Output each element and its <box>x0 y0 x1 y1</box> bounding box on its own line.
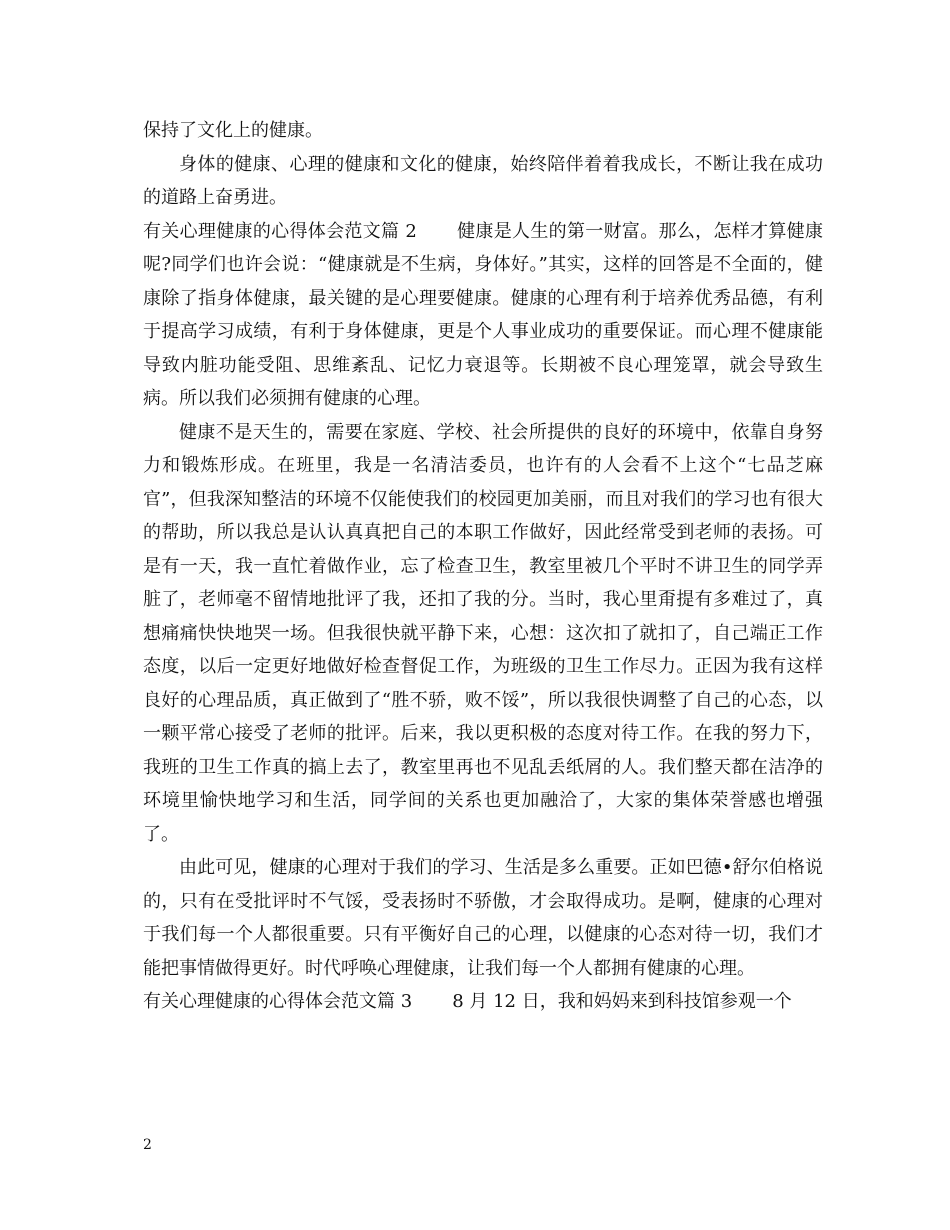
paragraph-4: 健康不是天生的，需要在家庭、学校、社会所提供的良好的环境中，依靠自身努力和锻炼形成。在班里，我是一名清洁委员，也许有的人会看不上这个“七品芝麻官”，但我深知整洁的环境不仅能使我们的校园更加美丽，而且对我们的学习也有很大的帮助，所以我总是认认真真把自己的本职工作做好，因此经常受到老师的表扬。可是有一天，我一直忙着做作业，忘了检查卫生，教室里被几个平时不讲卫生的同学弄脏了，老师毫不留情地批评了我，还扣了我的分。当时，我心里甭提有多难过了，真想痛痛快快地哭一场。但我很快就平静下来，心想：这次扣了就扣了，自己端正工作态度，以后一定更好地做好检查督促工作，为班级的卫生工作尽力。正因为我有这样良好的心理品质，真正做到了“胜不骄，败不馁”，所以我很快调整了自己的心态，以一颗平常心接受了老师的批评。后来，我以更积极的态度对待工作。在我的努力下，我班的卫生工作真的搞上去了，教室里再也不见乱丢纸屑的人。我们整天都在洁净的环境里愉快地学习和生活，同学间的关系也更加融洽了，大家的集体荣誉感也增强了。 <box>143 421 823 845</box>
page-number: 2 <box>143 1137 152 1153</box>
paragraph-3 <box>143 215 823 416</box>
paragraph-1: 保持了文化上的健康。 <box>143 120 323 141</box>
paragraph-5: 由此可见，健康的心理对于我们的学习、生活是多么重要。正如巴德•舒尔伯格说的，只有在受批评时不气馁，受表扬时不骄傲，才会取得成功。是啊，健康的心理对于我们每一个人都很重要。只有平衡好自己的心理，以健康的心态对待一切，我们才能把事情做得更好。时代呼唤心理健康，让我们每一个人都拥有健康的心理。 <box>143 857 823 979</box>
section-body-3: 8 月 12 日，我和妈妈来到科技馆参观一个 <box>452 991 792 1012</box>
section-body-2: 健康是人生的第一财富。那么，怎样才算健康呢?同学们也许会说：“健康就是不生病，身体好。”其实，这样的回答是不全面的，健康除了指身体健康，最关键的是心理要健康。健康的心理有利于培养优秀品德，有利于提高学习成绩，有利于身体健康，更是个人事业成功的重要保证。而心理不健康能导致内脏功能受阻、思维紊乱、记忆力衰退等。长期被不良心理笼罩，就会导致生病。所以我们必须拥有健康的心理。 <box>143 220 823 409</box>
paragraph-6 <box>143 985 823 1019</box>
section-heading-3: 有关心理健康的心得体会范文篇 3 <box>143 991 413 1012</box>
section-heading-2: 有关心理健康的心得体会范文篇 2 <box>143 220 417 242</box>
paragraph-2: 身体的健康、心理的健康和文化的健康，始终陪伴着着我成长，不断让我在成功的道路上奋勇进。 <box>143 153 823 208</box>
document-body <box>143 114 823 1019</box>
